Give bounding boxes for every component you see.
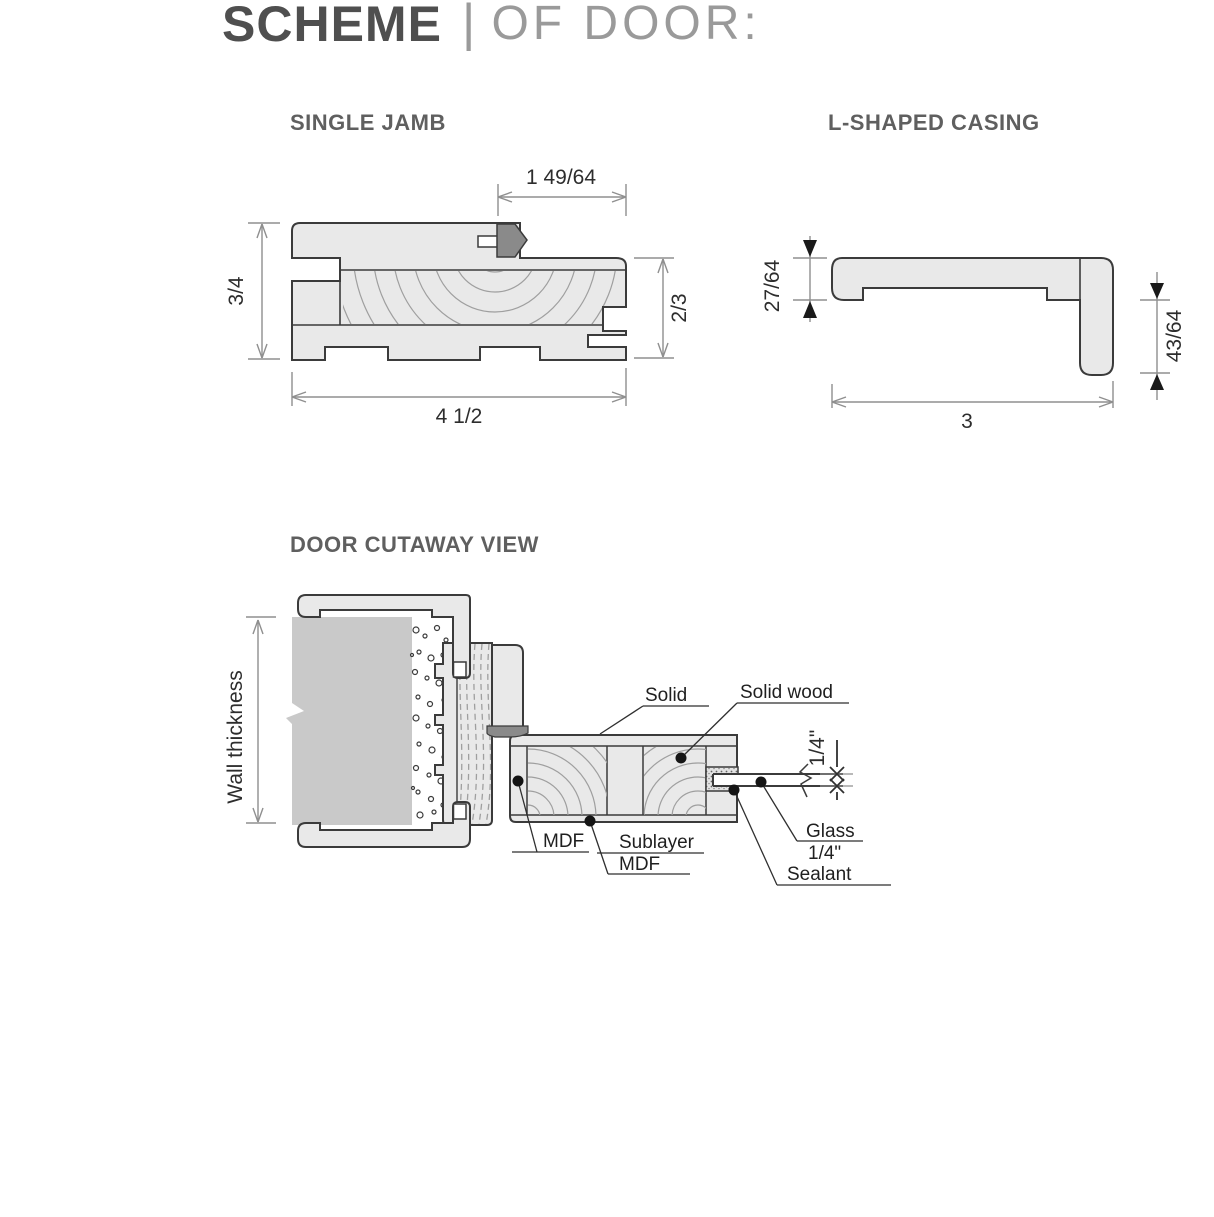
jamb-dim-slab-width: 1 49/64 bbox=[525, 166, 597, 189]
single-jamb-heading: SINGLE JAMB bbox=[290, 110, 446, 135]
casing-profile bbox=[832, 258, 1113, 375]
glass-dot bbox=[756, 777, 767, 788]
wall-section bbox=[286, 617, 412, 825]
door-slab bbox=[510, 735, 737, 822]
stop-seal bbox=[487, 726, 528, 737]
jamb-profile bbox=[292, 223, 626, 360]
jamb-dim-total-width: 4 1/2 bbox=[435, 405, 483, 428]
weatherstrip-seal bbox=[497, 224, 527, 257]
sublayer-label-line2: MDF bbox=[619, 854, 661, 875]
cutaway-diagram bbox=[224, 595, 891, 927]
jamb-dim-left-height: 3/4 bbox=[225, 276, 248, 306]
solid-wood-dot bbox=[676, 753, 687, 764]
l-shaped-casing-heading: L-SHAPED CASING bbox=[828, 110, 1040, 135]
bottom-casing-rabbet bbox=[454, 804, 467, 819]
glass-dim bbox=[806, 730, 853, 800]
glass-pane bbox=[713, 774, 843, 786]
mdf-dot bbox=[513, 776, 524, 787]
casing-dim-total-width: 3 bbox=[961, 410, 973, 433]
solid-wood-label: Solid wood bbox=[740, 682, 833, 703]
wall-thickness-label: Wall thickness bbox=[224, 670, 247, 804]
casing-dim-leg-length: 43/64 bbox=[1163, 309, 1186, 363]
title-divider: | bbox=[461, 0, 476, 52]
sublayer-dot bbox=[585, 816, 596, 827]
glass-label-line1: Glass bbox=[806, 821, 855, 842]
top-casing-rabbet bbox=[454, 662, 467, 677]
sealant-label: Sealant bbox=[787, 864, 852, 885]
casing-dim-top-thickness: 27/64 bbox=[761, 259, 784, 313]
wall-thickness-dim bbox=[224, 617, 276, 823]
door-cutaway-heading: DOOR CUTAWAY VIEW bbox=[290, 532, 539, 557]
jamb-dim-right-height: 2/3 bbox=[668, 293, 691, 323]
glass-gap-dim-label: 1/4" bbox=[806, 729, 829, 767]
solid-label: Solid bbox=[645, 685, 688, 706]
page-title-light: OF DOOR: bbox=[491, 0, 761, 50]
glass-label-line2: 1/4" bbox=[808, 843, 842, 864]
sublayer-label-line1: Sublayer bbox=[619, 832, 694, 853]
door-stop bbox=[492, 645, 523, 730]
mdf-label: MDF bbox=[543, 831, 585, 852]
seal-kerf bbox=[478, 236, 499, 247]
single-jamb-diagram bbox=[225, 8, 737, 492]
sealant-dot bbox=[729, 785, 740, 796]
page-title-bold: SCHEME bbox=[222, 0, 442, 52]
l-casing-diagram bbox=[761, 236, 1186, 433]
